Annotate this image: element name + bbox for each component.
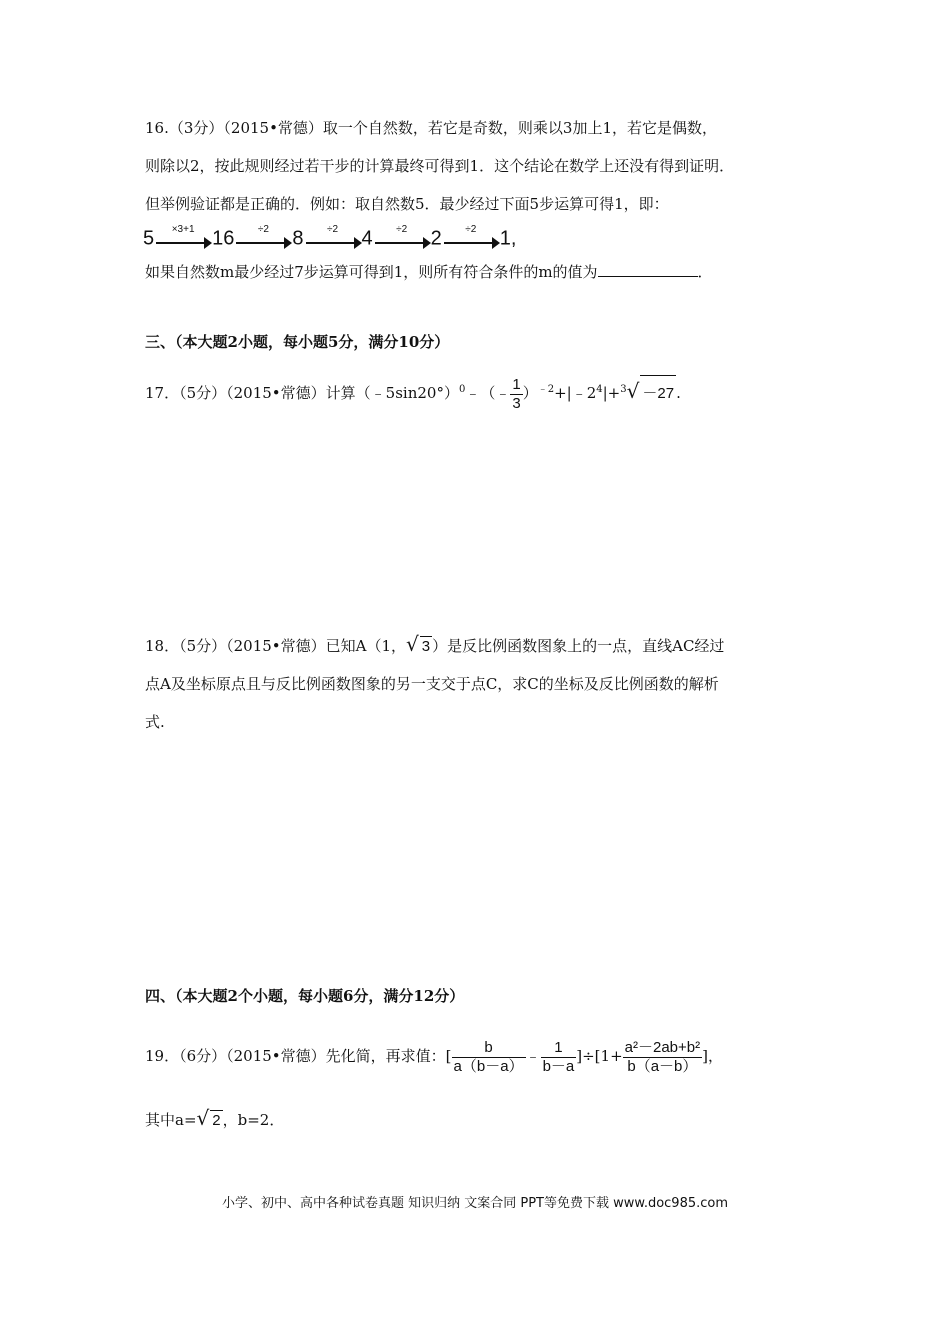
q16-line5 xyxy=(145,262,713,282)
chain-number: 2 xyxy=(430,227,442,250)
q16-line2: 则除以2，按此规则经过若干步的计算最终可得到1．这个结论在数学上还没有得到证明． xyxy=(145,157,735,175)
q19-f1-num: b xyxy=(452,1039,526,1058)
section-4-heading: 四、（本大题2个小题，每小题6分，满分12分） xyxy=(145,987,465,1005)
chain-arrow xyxy=(373,224,431,254)
q18-line1-b: ）是反比例函数图象上的一点，直线AC经过 xyxy=(432,637,725,655)
q16-operation-chain xyxy=(143,224,516,256)
chain-arrow xyxy=(234,224,292,254)
radical-icon: √ xyxy=(626,379,640,403)
answer-blank xyxy=(598,262,698,277)
radical-icon: √ xyxy=(196,1106,210,1130)
chain-number: 8 xyxy=(292,227,304,250)
q18-line1-a: 18．（5分）（2015•常德）已知A（1， xyxy=(145,637,407,655)
q19-line2-a: 其中a= xyxy=(145,1111,197,1129)
q17-line xyxy=(145,372,681,413)
q17-minus: ﹣（﹣ xyxy=(465,384,511,402)
q19-end: ]， xyxy=(702,1047,723,1065)
section-3-heading: 三、（本大题2小题，每小题5分，满分10分） xyxy=(145,333,450,351)
q19-line1 xyxy=(145,1036,723,1076)
q17-frac-den: 3 xyxy=(512,394,521,412)
chain-arrow xyxy=(154,224,212,254)
q19-fraction-2 xyxy=(541,1039,577,1076)
q19-radicand: 2 xyxy=(212,1112,221,1129)
q18-line2: 点A及坐标原点且与反比例函数图象的另一支交于点C，求C的坐标及反比例函数的解析 xyxy=(145,675,719,693)
chain-arrow xyxy=(304,224,362,254)
q19-fraction-1 xyxy=(452,1039,526,1076)
q19-prefix: 19．（6分）（2015•常德）先化简，再求值：[ xyxy=(145,1047,452,1065)
q17-exp-neg2: ﹣2 xyxy=(537,384,555,395)
q18-line1 xyxy=(145,634,724,657)
chain-number: 1, xyxy=(499,227,517,250)
q16-line3: 但举例验证都是正确的．例如：取自然数5．最少经过下面5步运算可得1，即： xyxy=(145,195,669,213)
q19-f2-den: b－a xyxy=(542,1057,575,1075)
q17-abs: +|﹣2 xyxy=(554,384,597,402)
q17-end: . xyxy=(676,384,681,402)
q17-close: ） xyxy=(522,384,538,402)
q16-line5-end: ． xyxy=(697,263,713,281)
q19-minus: ﹣ xyxy=(525,1047,541,1065)
q19-line2-b: ，b=2． xyxy=(222,1111,285,1129)
chain-op-label: ÷2 xyxy=(326,224,339,235)
q16-line5-text: 如果自然数m最少经过7步运算可得到1，则所有符合条件的m的值为 xyxy=(145,263,598,281)
chain-number: 4 xyxy=(361,227,373,250)
q17-fraction xyxy=(510,376,522,413)
q19-f3-den: b（a－b） xyxy=(627,1057,698,1075)
chain-op-label: ÷2 xyxy=(257,224,269,235)
page-footer: 小学、初中、高中各种试卷真题 知识归纳 文案合同 PPT等免费下载 www.doc985.com xyxy=(221,1196,729,1211)
q19-f3-num: a²－2ab+b² xyxy=(624,1038,701,1056)
q19-mid: ]÷[1+ xyxy=(576,1047,623,1065)
q17-exp4: 4 xyxy=(596,384,603,395)
radical-icon: √ xyxy=(406,632,419,656)
q17-frac-num: 1 xyxy=(512,375,521,393)
q17-exp0: 0 xyxy=(458,384,466,395)
q19-fraction-3 xyxy=(623,1039,702,1076)
chain-op-label: ÷2 xyxy=(465,224,477,235)
q18-line3: 式. xyxy=(145,713,165,731)
chain-op-label: ×3+1 xyxy=(171,224,195,235)
q16-line1: 16.（3分）（2015•常德）取一个自然数，若它是奇数，则乘以3加上1，若它是偶数， xyxy=(145,119,718,137)
q18-radicand: 3 xyxy=(421,638,431,655)
q17-cube-index: 3 xyxy=(620,384,627,395)
q17-abs-end: |+ xyxy=(602,384,621,402)
chain-number: 5 xyxy=(143,227,155,250)
q19-f1-den: a（b－a） xyxy=(453,1057,524,1075)
chain-op-label: ÷2 xyxy=(396,224,408,235)
chain-arrow xyxy=(442,224,500,254)
chain-number: 16 xyxy=(212,227,235,250)
q17-prefix: 17．（5分）（2015•常德）计算（﹣5sin20°） xyxy=(145,384,459,402)
q19-line2 xyxy=(145,1108,284,1131)
q17-radicand: －27 xyxy=(640,375,676,412)
q19-f2-num: 1 xyxy=(541,1039,577,1058)
